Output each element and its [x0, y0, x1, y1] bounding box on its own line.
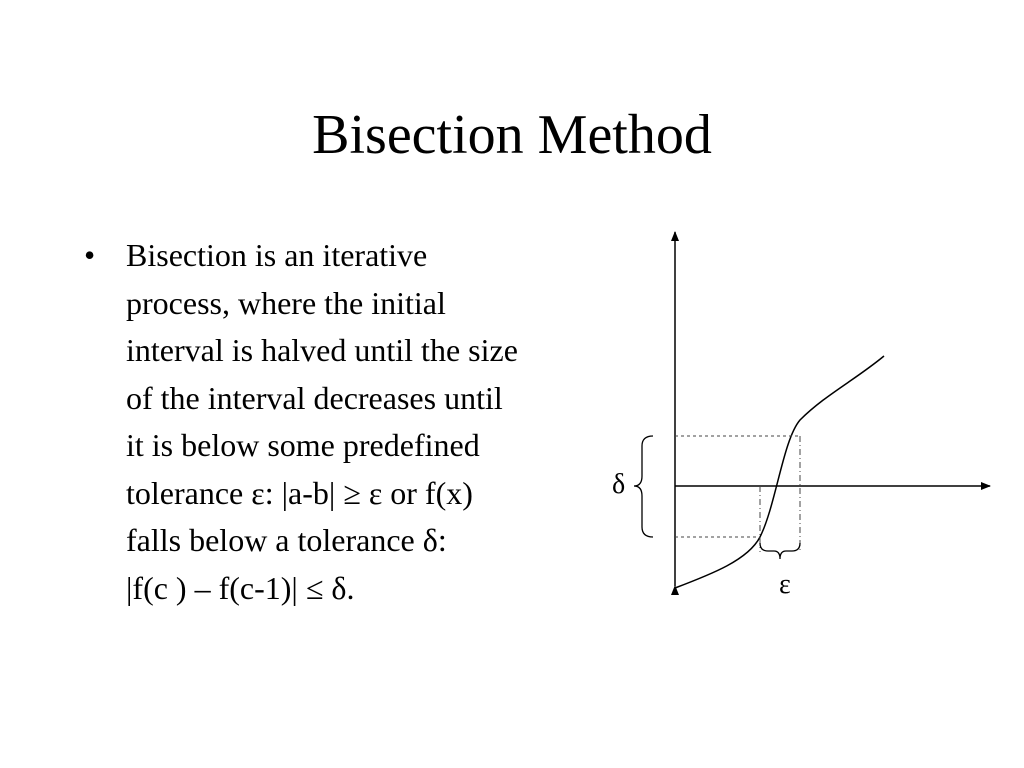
bullet-text [126, 232, 626, 612]
epsilon-brace [760, 543, 800, 559]
bullet-text-line: Bisection is an iterative [126, 237, 428, 273]
bullet-text-line: tolerance ε: |a-b| ≥ ε or f(x) [126, 474, 473, 511]
bullet-marker: • [84, 237, 96, 273]
bullet-text-line: |f(c ) – f(c-1)| ≤ δ. [126, 569, 355, 606]
function-curve [675, 356, 884, 588]
bullet-text-line: falls below a tolerance δ: [126, 522, 447, 558]
delta-label: δ [612, 469, 626, 500]
bisection-diagram [600, 220, 1010, 610]
slide-title: Bisection Method [312, 104, 712, 166]
delta-brace [634, 436, 653, 537]
bullet-text-line: it is below some predefined [126, 427, 480, 463]
epsilon-label: ε [779, 569, 791, 600]
bullet-text-line: process, where the initial [126, 284, 446, 321]
bullet-text-line: of the interval decreases until [126, 379, 503, 416]
bullet-text-line: interval is halved until the size [126, 332, 518, 368]
